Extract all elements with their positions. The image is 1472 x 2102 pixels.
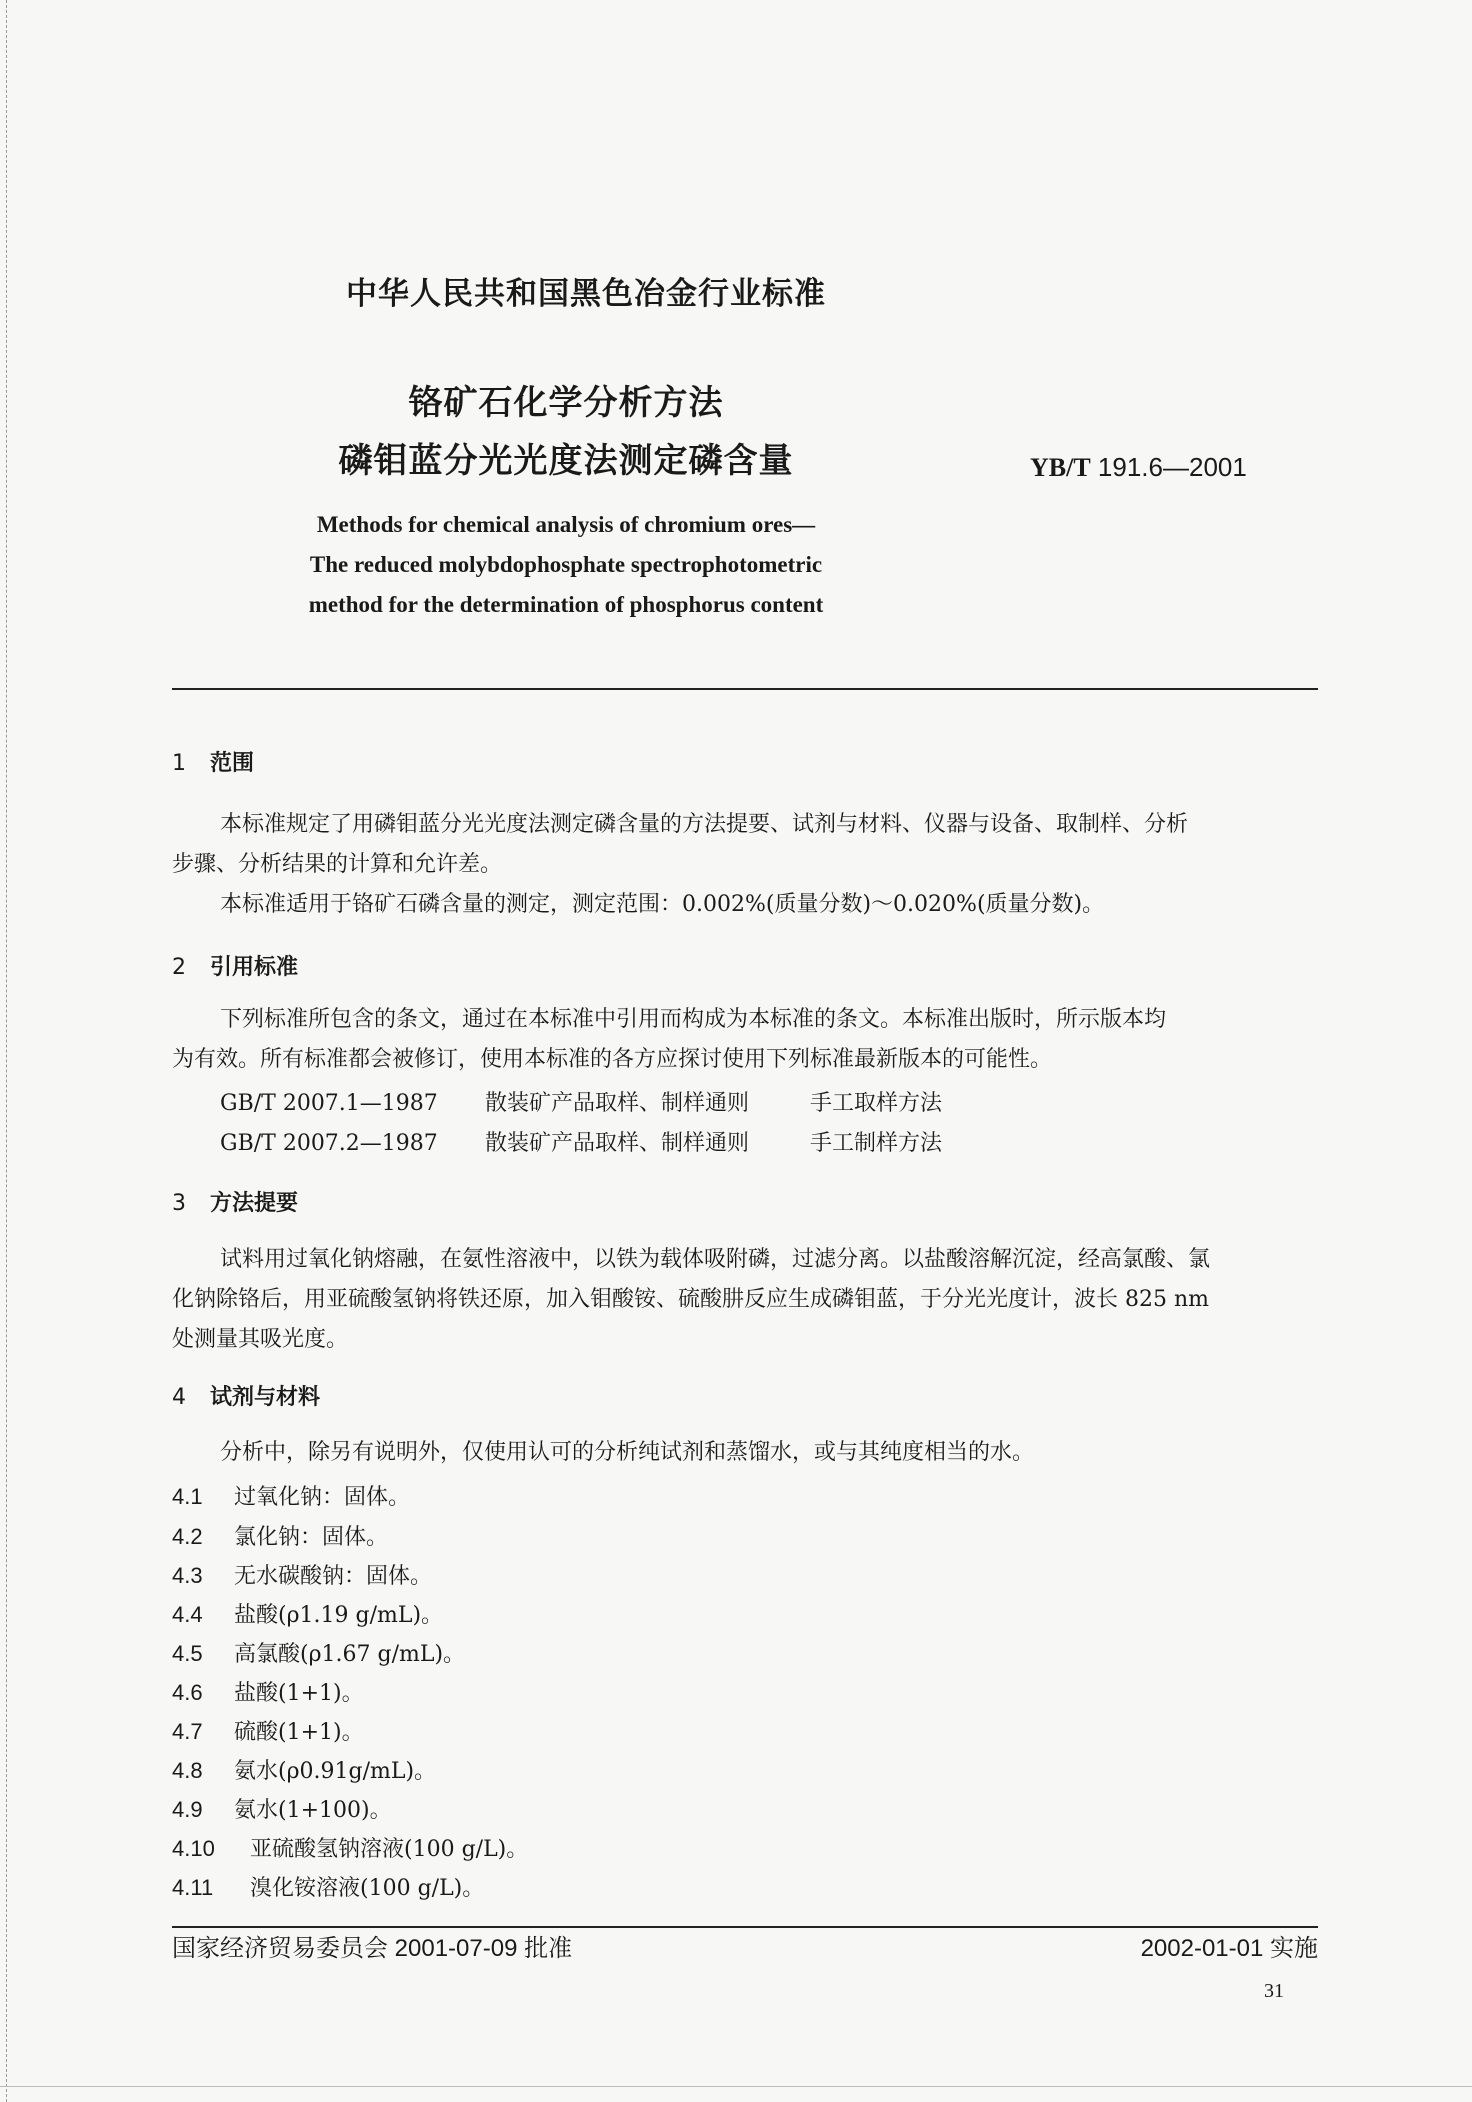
item-number: 4.8 [172,1758,203,1783]
title-line2: 磷钼蓝分光光度法测定磷含量 [338,441,794,481]
section-2-para-line1: 下列标准所包含的条文，通过在本标准中引用而构成为本标准的条文。本标准出版时，所示版本均 [220,1007,1167,1032]
section-number: 3 [172,1191,186,1216]
reagent-item [172,1871,484,1902]
section-3-line1: 试料用过氧化钠熔融，在氨性溶液中，以铁为载体吸附磷，过滤分离。以盐酸溶解沉淀，经高氯酸、氯 [220,1247,1211,1272]
reagent-item [172,1637,465,1668]
item-text: 盐酸(ρ1.19 g/mL)。 [234,1603,444,1628]
section-3-line2: 化钠除铬后，用亚硫酸氢钠将铁还原，加入钼酸铵、硫酸肼反应生成磷钼蓝，于分光光度计，波长 825 nm [172,1287,1210,1312]
section-title: 方法提要 [210,1191,299,1216]
section-number: 2 [172,955,186,980]
item-number: 4.4 [172,1602,203,1627]
item-number: 4.9 [172,1797,203,1822]
item-text: 溴化铵溶液(100 g/L)。 [250,1876,485,1901]
reagent-item [172,1520,388,1551]
section-3-line3: 处测量其吸光度。 [172,1327,349,1352]
english-title-line1: Methods for chemical analysis of chromium ores— [316,512,816,537]
reference-code: GB/T 2007.1—1987 [220,1091,438,1116]
standard-code [1030,452,1247,483]
item-number: 4.3 [172,1563,203,1588]
section-4-intro: 分析中，除另有说明外，仅使用认可的分析纯试剂和蒸馏水，或与其纯度相当的水。 [220,1440,1035,1465]
english-title-line3: method for the determination of phosphorus content [308,592,824,617]
item-text: 亚硫酸氢钠溶液(100 g/L)。 [250,1837,529,1862]
section-1-para1-line1: 本标准规定了用磷钼蓝分光光度法测定磷含量的方法提要、试剂与材料、仪器与设备、取制样、分析 [220,812,1189,837]
reagent-item [172,1598,443,1629]
item-text: 过氧化钠：固体。 [234,1485,411,1510]
item-number: 4.5 [172,1641,203,1666]
item-text: 氨水(ρ0.91g/mL)。 [234,1759,437,1784]
reference-2 [220,1126,942,1157]
section-number: 1 [172,751,186,776]
english-title-line2: The reduced molybdophosphate spectrophotometric [309,552,823,577]
section-4-heading [172,1380,320,1411]
item-number: 4.2 [172,1524,203,1549]
section-2-para-line2: 为有效。所有标准都会被修订，使用本标准的各方应探讨使用下列标准最新版本的可能性。 [172,1047,1053,1072]
header-rule [172,688,1318,690]
item-number: 4.1 [172,1484,203,1509]
section-1-para2: 本标准适用于铬矿石磷含量的测定，测定范围：0.002%(质量分数)～0.020%(质量分数)。 [220,892,1105,917]
item-number: 4.6 [172,1680,203,1705]
item-number: 4.7 [172,1719,203,1744]
reagent-item [172,1793,392,1824]
section-title: 引用标准 [210,955,299,980]
reagent-item [172,1480,410,1511]
item-text: 盐酸(1+1)。 [234,1681,364,1706]
section-number: 4 [172,1385,186,1410]
item-text: 氯化钠：固体。 [234,1525,389,1550]
reagent-item [172,1559,432,1590]
title-line1: 铬矿石化学分析方法 [408,383,724,423]
reference-name: 散装矿产品取样、制样通则 [485,1091,750,1116]
standard-org: 中华人民共和国黑色冶金行业标准 [346,276,826,312]
section-title: 试剂与材料 [210,1385,321,1410]
reference-1 [220,1086,942,1117]
scan-edge [0,0,7,2102]
item-text: 硫酸(1+1)。 [234,1720,364,1745]
page-number: 31 [1264,1980,1284,2002]
item-text: 氨水(1+100)。 [234,1798,392,1823]
reference-part: 手工取样方法 [810,1091,943,1116]
section-1-heading [172,746,254,777]
reagent-item [172,1832,528,1863]
item-text: 无水碳酸钠：固体。 [234,1564,433,1589]
standard-code-number: 191.6—2001 [1097,452,1247,482]
scan-bottom-edge [0,2086,1472,2087]
section-title: 范围 [210,751,255,776]
section-2-heading [172,950,298,981]
section-1-para1-line2: 步骤、分析结果的计算和允许差。 [172,852,503,877]
standard-code-prefix: YB/T [1030,453,1091,482]
reagent-item [172,1754,436,1785]
approval-note: 国家经济贸易委员会 2001-07-09 批准 [172,1935,573,1962]
item-number: 4.11 [172,1875,214,1900]
reference-part: 手工制样方法 [810,1131,943,1156]
reference-code: GB/T 2007.2—1987 [220,1131,438,1156]
reagent-item [172,1676,364,1707]
section-3-heading [172,1186,298,1217]
reagent-item [172,1715,364,1746]
effective-date: 2002-01-01 实施 [1140,1935,1318,1962]
item-number: 4.10 [172,1836,215,1861]
reference-name: 散装矿产品取样、制样通则 [485,1131,750,1156]
item-text: 高氯酸(ρ1.67 g/mL)。 [234,1642,466,1667]
